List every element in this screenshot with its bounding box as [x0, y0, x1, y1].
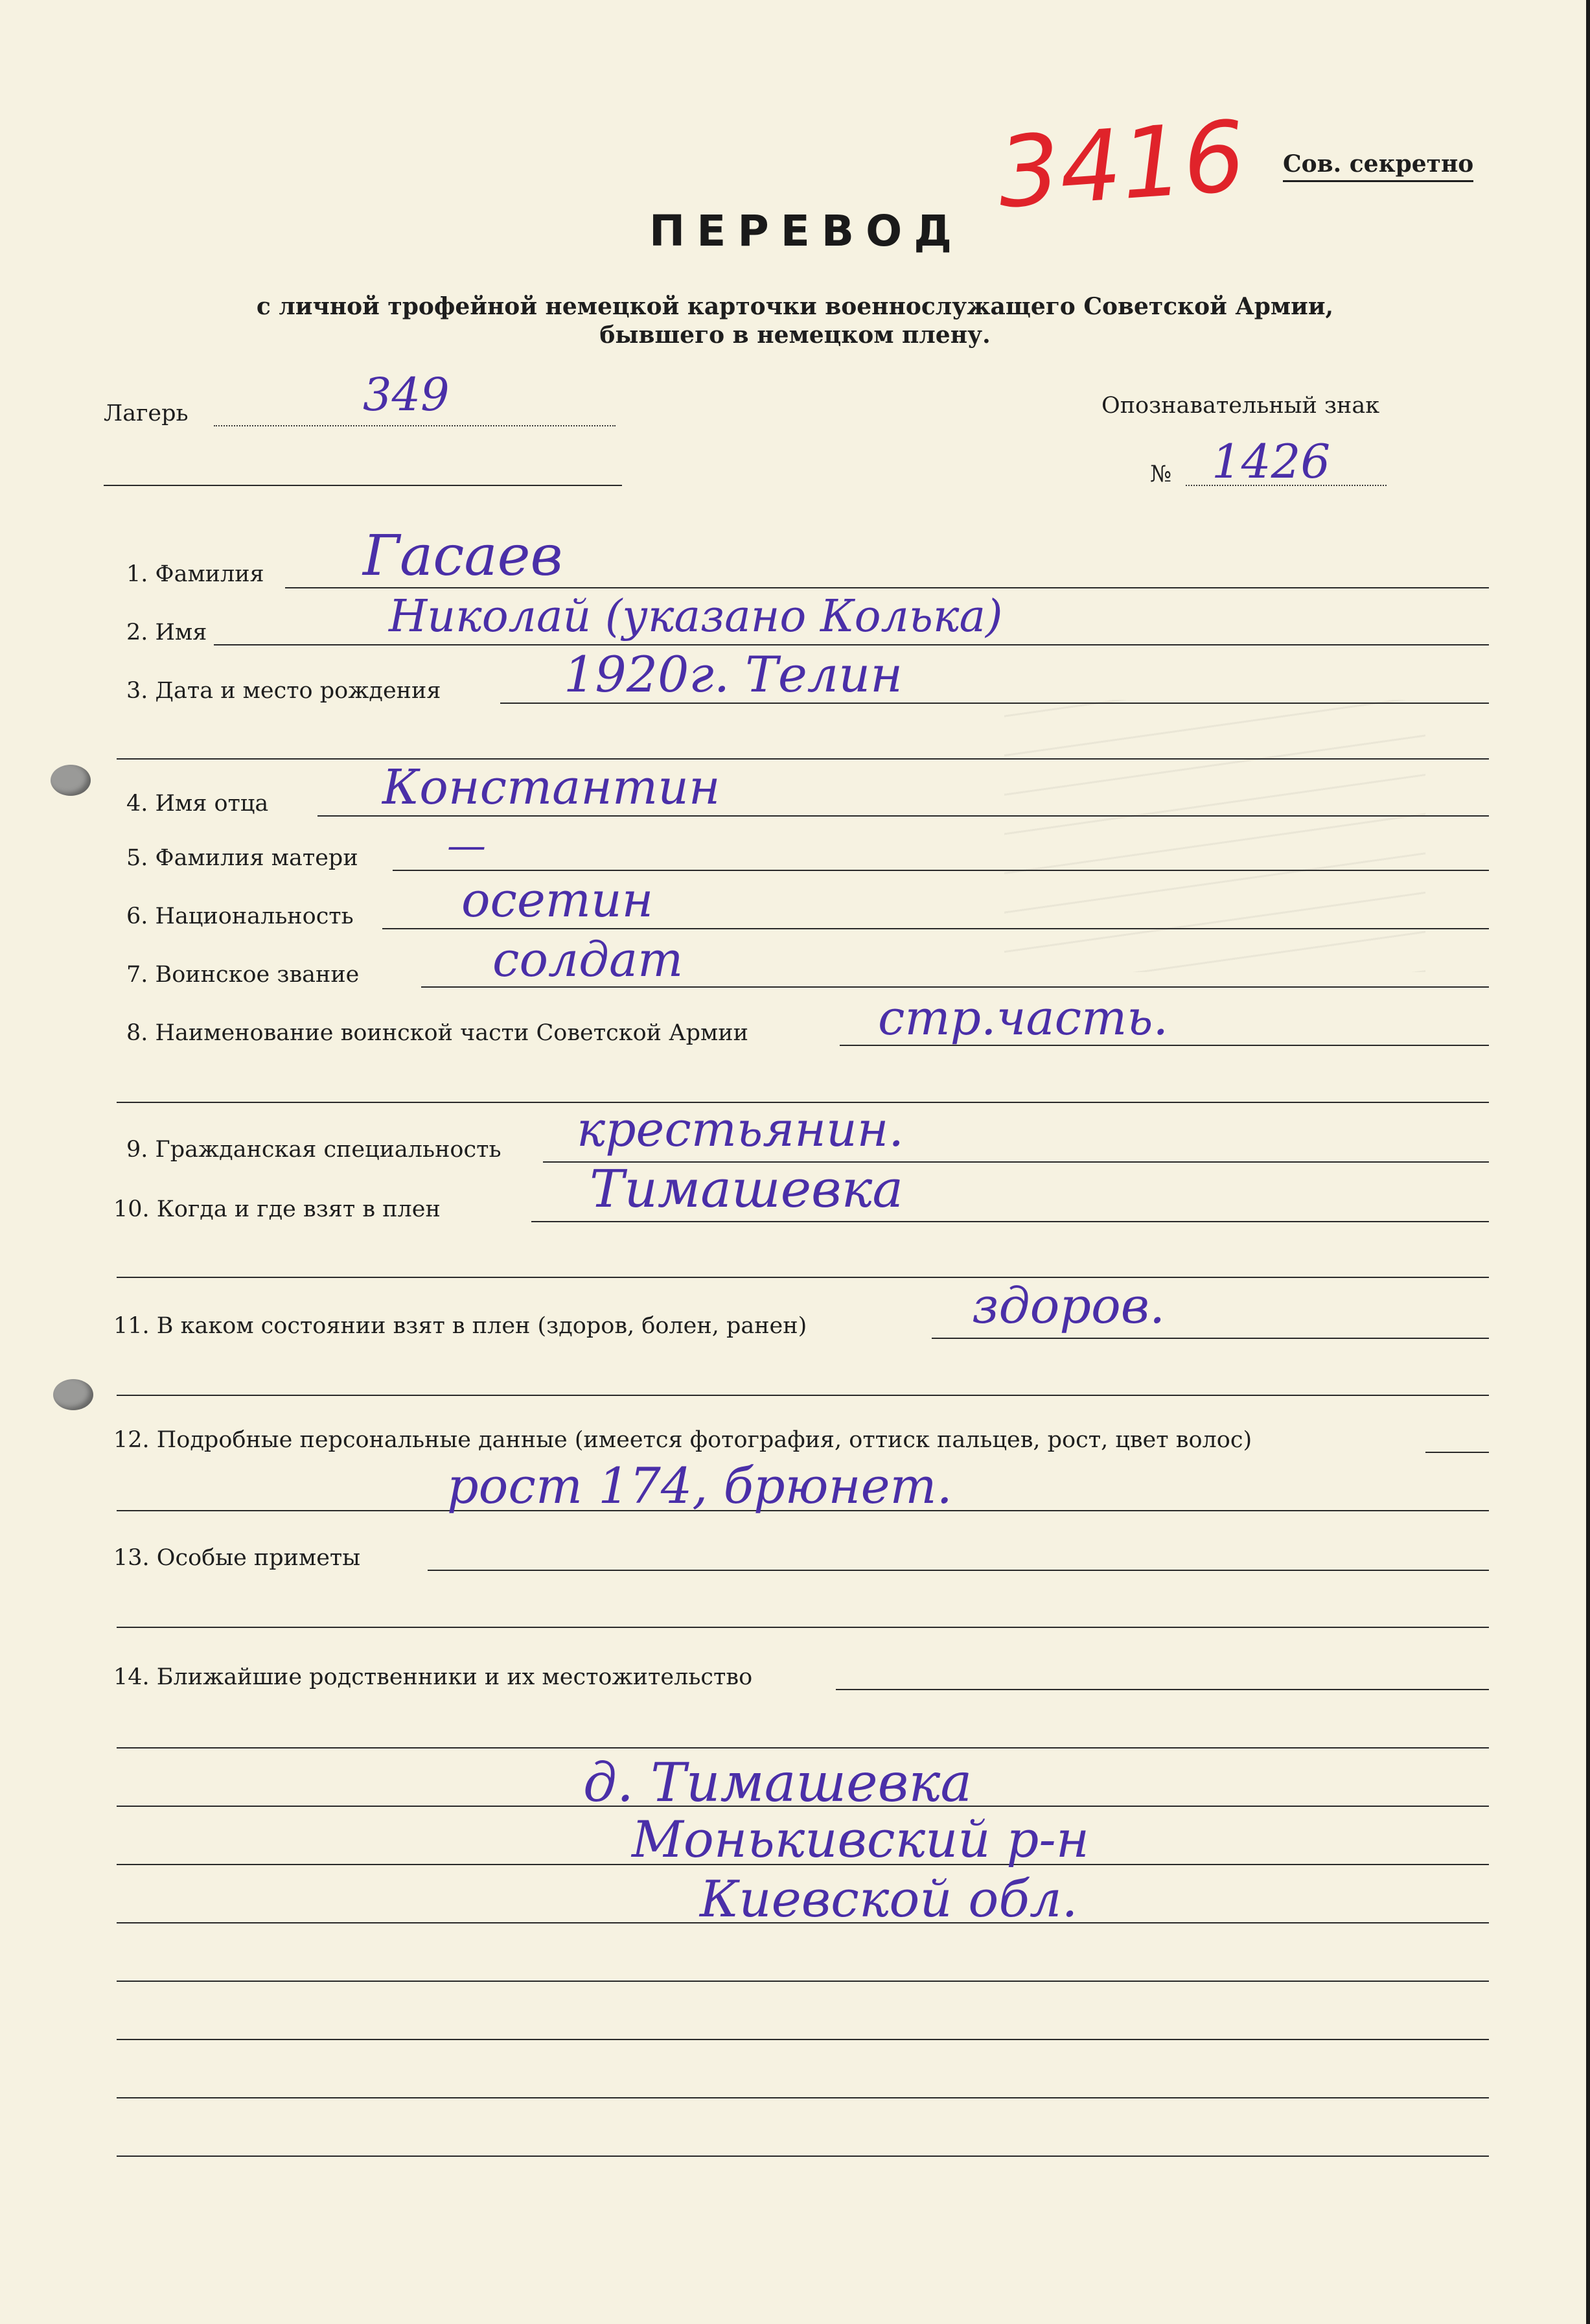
bleed-through-text: [1004, 700, 1425, 972]
field-label-surname: 1. Фамилия: [126, 561, 264, 587]
blank-line: [117, 1395, 1489, 1396]
field-label-nationality: 6. Национальность: [126, 903, 354, 929]
red-archive-number: 3416: [994, 100, 1249, 231]
field-line-relatives: [836, 1689, 1489, 1690]
field-label-rank: 7. Воинское звание: [126, 962, 360, 988]
classification-mark: Сов. секретно: [1283, 150, 1473, 182]
camp-label: Лагерь: [104, 401, 189, 426]
field-label-personal-data: 12. Подробные персональные данные (имеется фотография, оттиск пальцев, рост, цвет волос): [113, 1427, 1252, 1453]
id-tag-number-sign: №: [1150, 461, 1172, 487]
field-value-personal-data: рост 174, брюнет.: [447, 1457, 952, 1515]
blank-line: [104, 485, 622, 486]
field-label-name: 2. Имя: [126, 620, 207, 645]
field-label-marks: 13. Особые приметы: [113, 1545, 361, 1571]
field-line-personal-data: [1425, 1452, 1489, 1453]
field-line-nationality: [382, 928, 1489, 929]
field-value-nationality: осетин: [461, 872, 654, 928]
punch-hole: [53, 1379, 93, 1410]
field-line-father: [317, 815, 1489, 817]
field-label-captured: 10. Когда и где взят в плен: [113, 1196, 441, 1222]
id-tag-value: 1426: [1212, 434, 1331, 489]
field-value-father: Константин: [382, 760, 720, 815]
blank-line: [117, 1981, 1489, 1982]
field-label-father: 4. Имя отца: [126, 791, 269, 817]
field-label-profession: 9. Гражданская специальность: [126, 1137, 501, 1163]
camp-value: 349: [363, 368, 450, 421]
field-label-birth: 3. Дата и место рождения: [126, 678, 441, 704]
field-label-unit: 8. Наименование воинской части Советской Армии: [126, 1020, 748, 1046]
field-value-captured: Тимашевка: [590, 1159, 904, 1219]
field-label-mother: 5. Фамилия матери: [126, 845, 358, 871]
blank-line: [117, 1627, 1489, 1628]
blank-line: [117, 2039, 1489, 2040]
field-value-rank: солдат: [492, 932, 684, 988]
field-line-marks: [428, 1570, 1489, 1571]
blank-line: [117, 1277, 1489, 1278]
relatives-line-1: д. Тимашевка: [583, 1752, 973, 1814]
field-line-mother: [393, 870, 1489, 871]
blank-line: [117, 758, 1489, 760]
field-label-condition: 11. В каком состоянии взят в плен (здоров, болен, ранен): [113, 1313, 807, 1339]
field-label-relatives: 14. Ближайшие родственники и их местожительство: [113, 1664, 753, 1690]
blank-line: [117, 2097, 1489, 2098]
field-value-unit: стр.часть.: [878, 990, 1169, 1046]
field-value-birth: 1920г. Телин: [564, 645, 903, 703]
field-line-condition: [932, 1338, 1489, 1339]
subtitle-line-1: с личной трофейной немецкой карточки военнослужащего Советской Армии,: [256, 293, 1334, 320]
relatives-line-2: Монькивский р-н: [632, 1811, 1090, 1869]
camp-dotted-line: [214, 425, 616, 426]
blank-line: [117, 2156, 1489, 2157]
page-title: ПЕРЕВОД: [649, 206, 963, 256]
relatives-line-3: Киевской обл.: [700, 1870, 1078, 1929]
field-value-profession: крестьянин.: [577, 1102, 904, 1157]
field-value-name: Николай (указано Колька): [389, 591, 1003, 642]
blank-line: [117, 1747, 1489, 1749]
field-line-captured: [531, 1221, 1489, 1222]
subtitle-line-2: бывшего в немецком плену.: [599, 321, 991, 349]
field-value-surname: Гасаев: [363, 524, 563, 588]
punch-hole: [51, 765, 91, 796]
field-value-condition: здоров.: [972, 1277, 1166, 1334]
id-tag-label: Опознавательный знак: [1101, 393, 1380, 419]
field-value-mother: —: [447, 823, 486, 868]
